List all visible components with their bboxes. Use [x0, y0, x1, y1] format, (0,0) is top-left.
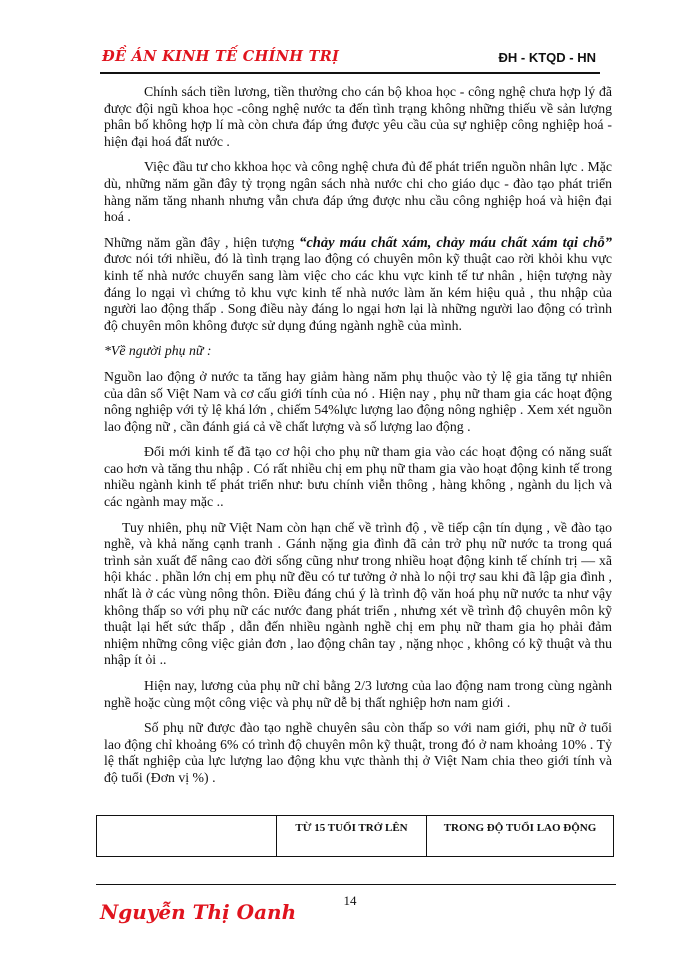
paragraph-training: Số phụ nữ được đào tạo nghề chuyên sâu còn thấp so với nam giới, phụ nữ ở tuổi lao động chỉ khoảng 6% có trình độ chuyên môn kỹ thuật, trong đó ở nam khoảng 10% . Tỷ lệ thất nghiệp của lực lượng lao động khu vực thành thị ở Việt Nam chia theo giới tính và độ tuổi (Đơn vị %) . — [104, 720, 612, 785]
paragraph-investment: Việc đầu tư cho kkhoa học và công nghệ chưa đủ để phát triển nguồn nhân lực . Mặc dù, những năm gần đây tỷ trọng ngân sách nhà nước chi cho giáo dục - đào tạo phát triển hàng năm tăng nhanh nhưng vẫn chưa đáp ứng được nhu cầu công nghiệp hoá và hiện đại hoá . — [104, 159, 612, 225]
paragraph-salary: Chính sách tiền lương, tiền thưởng cho cán bộ khoa học - công nghệ chưa hợp lý đã được đội ngũ khoa học -công nghệ nước ta đến tình trạng không những thiếu về sản lượng phân bố không hợp lí mà còn chưa đáp ứng được yêu cầu của sự nghiệp công nghiệp hoá - hiện đại hoá đất nước . — [104, 84, 612, 149]
paragraph-limitations: Tuy nhiên, phụ nữ Việt Nam còn hạn chế về trình độ , về tiếp cận tín dụng , về đào tạo nghề, và khả năng cạnh tranh . Gánh nặng gia đình đã cản trở phụ nữ nước ta trong quá trình sản xuất để nâng cao đời sống cũng như trong nhiều hoạt động kinh tế chính trị — xã hội khác . phần lớn chị em phụ nữ đều có tư tưởng ở nhà lo nội trợ sau khi đã lập gia đình , nhất là ở các vùng nông thôn. Điều đáng chú ý là trình độ văn hoá phụ nữ nước ta như vậy không thấp so với phụ nữ các nước đang phát triển , nhưng xét về trình độ chuyên môn kỹ thuật lại hết sức thấp , dẫn đến nhiều ngành nghề chị em phụ nữ tham gia họ phải đảm nhiệm những công việc giản đơn , lao động chân tay , nặng nhọc , không có kỹ thuật và thu nhập ít ỏi .. — [104, 519, 612, 668]
table-header-empty — [97, 816, 277, 856]
body-text — [104, 84, 612, 796]
paragraph-economic-renewal: Đổi mới kinh tế đã tạo cơ hội cho phụ nữ tham gia vào các hoạt động có năng suất cao hơn và tăng thu nhập . Có rất nhiều chị em phụ nữ tham gia vào hoạt động kinh tế trong nhiều ngành kinh tế phát triển như: bưu chính viễn thông , hàng không , ngành du lịch và các ngành may mặc .. — [104, 444, 612, 510]
table-header-age-15-plus: TỪ 15 TUỔI TRỞ LÊN — [277, 816, 427, 856]
document-title: ĐỀ ÁN KINH TẾ CHÍNH TRỊ — [102, 48, 340, 65]
unemployment-table — [96, 815, 614, 857]
paragraph-brain-drain-body: đươc nói tới nhiều, đó là tình trạng lao động có chuyên môn kỹ thuật cao rời khỏi khu vực kinh tế nhà nước chuyển sang làm việc cho các khu vực kinh tế tư nhân , hiện tượng này đáng lo ngại vì chứng tỏ khu vực kinh tế nhà nước làm ăn kém hiệu quả , thu nhập của người lao động thấp . Song điều này đáng lo ngại hơn lại là những người lao động có trình độ chuyên môn không được sử dụng đúng ngành nghề của mình. — [104, 251, 612, 333]
paragraph-brain-drain-lead: Những năm gần đây , hiện tượng — [104, 234, 300, 250]
paragraph-brain-drain — [104, 235, 612, 335]
table-header-working-age: TRONG ĐỘ TUỔI LAO ĐỘNG — [443, 822, 597, 834]
page-number: 14 — [343, 893, 357, 908]
subheading-women: *Về người phụ nữ : — [104, 343, 212, 359]
university-label: ĐH - KTQD - HN — [498, 50, 596, 65]
page-header — [100, 44, 600, 74]
author-signature: Nguyễn Thị Oanh — [100, 900, 297, 924]
paragraph-wages: Hiện nay, lương của phụ nữ chỉ bằng 2/3 lương của lao động nam trong cùng ngành nghề hoặc cùng một công việc và phụ nữ dễ bị thất nghiệp hơn nam giới . — [104, 678, 612, 710]
footer-divider — [96, 884, 616, 885]
brain-drain-quote: “chảy máu chất xám, chảy máu chất xám tại chỗ” — [299, 234, 612, 251]
paragraph-labor-source: Nguồn lao động ở nước ta tăng hay giảm hàng năm phụ thuộc vào tỷ lệ gia tăng tự nhiên của dân số Việt Nam và cơ cấu giới tính của nó . Hiện nay , phụ nữ tham gia các hoạt động nông nghiệp với tỷ lệ khá lớn , chiếm 54%lực lượng lao động nông nghiệp . Xem xét nguồn lao động nữ , cần đánh giá cả về chất lượng và số lượng lao động . — [104, 368, 612, 434]
header-divider — [100, 72, 600, 74]
